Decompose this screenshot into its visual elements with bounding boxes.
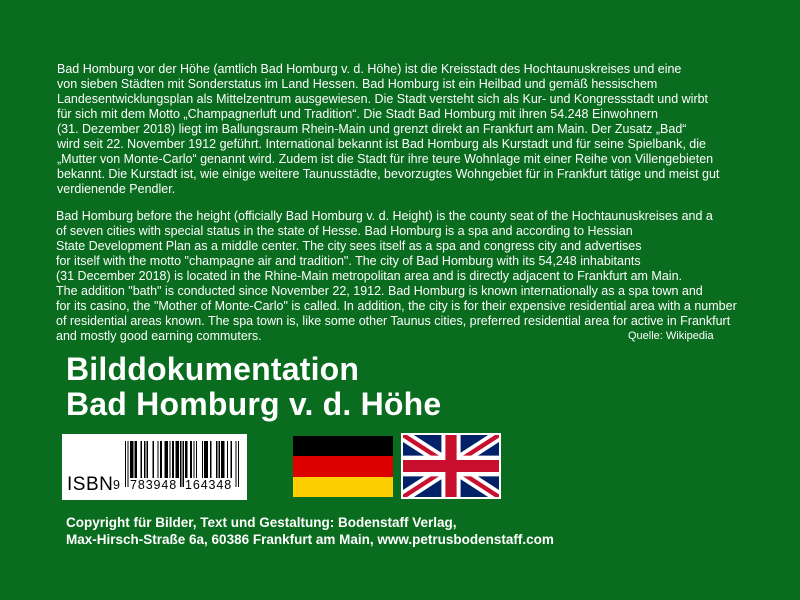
title-line-2: Bad Homburg v. d. Höhe (66, 386, 442, 422)
isbn-label: ISBN (67, 474, 114, 495)
text-line: of seven cities with special status in the state of Hesse. Bad Homburg is a spa and according to Hessian (56, 224, 633, 238)
text-line: für sich mit dem Motto „Champagnerluft und Tradition“. Die Stadt Bad Homburg mit ihren 54.248 Einwohnern (57, 107, 658, 121)
text-line: bekannt. Die Kurstadt ist, wie einige weitere Taunusstädte, bevorzugtes Wohngebiet für in Frankfurt tätige und meist gut (57, 167, 720, 181)
isbn-barcode-box (62, 434, 247, 500)
text-line: for its casino, the "Mother of Monte-Carlo" is called. In addition, the city is for their expensive residential area with a number (56, 299, 737, 313)
text-line: (31. Dezember 2018) liegt im Ballungsraum Rhein-Main und grenzt direkt an Frankfurt am Main. Der Zusatz „Bad“ (57, 122, 687, 136)
text-line: Landesentwicklungsplan als Mittelzentrum ausgewiesen. Die Stadt versteht sich als Kur- und Kongressstadt und wirbt (57, 92, 709, 106)
title-line-1: Bilddokumentation (66, 351, 360, 387)
description-english (56, 209, 737, 344)
union-jack-graphic (403, 435, 499, 497)
text-line: wird seit 22. November 1912 geführt. International bekannt ist Bad Homburg als Kurstadt und für seine Spielbank, die (57, 137, 706, 151)
isbn-digit-group2: 164348 (185, 478, 233, 492)
text-line: verdienende Pendler. (57, 182, 176, 196)
isbn-digits (62, 478, 247, 494)
germany-flag (293, 436, 393, 497)
text-line: Copyright für Bilder, Text und Gestaltung: Bodenstaff Verlag, (66, 515, 457, 530)
united-kingdom-flag (401, 433, 501, 499)
text-line: The addition "bath" is conducted since November 22, 1912. Bad Homburg is known internationally as a spa town and (56, 284, 703, 298)
text-line: „Mutter von Monte-Carlo“ genannt wird. Zudem ist die Stadt für ihre teure Wohnlage mit einer Reihe von Villengebieten (57, 152, 714, 166)
germany-flag-gold-stripe (293, 477, 393, 497)
germany-flag-black-stripe (293, 436, 393, 456)
text-line: Bad Homburg vor der Höhe (amtlich Bad Homburg v. d. Höhe) ist die Kreisstadt des Hochtaunuskreises und eine (57, 62, 682, 76)
text-line: for itself with the motto "champagne air and tradition". The city of Bad Homburg with its 54,248 inhabitants (56, 254, 641, 268)
copyright-text (66, 514, 554, 548)
text-line: and mostly good earning commuters. (56, 329, 262, 343)
germany-flag-red-stripe (293, 456, 393, 476)
text-line: (31 December 2018) is located in the Rhine-Main metropolitan area and is directly adjacent to Frankfurt am Main. (56, 269, 683, 283)
text-line: of residential areas known. The spa town is, like some other Taunus cities, preferred residential area for active in Frankfurt (56, 314, 731, 328)
text-line: von sieben Städten mit Sonderstatus im Land Hessen. Bad Homburg ist ein Heilbad und gemäß hessischem (57, 77, 658, 91)
description-german (57, 62, 719, 197)
isbn-digit-group1: 783948 (130, 478, 178, 492)
page-title (66, 352, 441, 422)
source-credit: Quelle: Wikipedia (628, 330, 714, 342)
text-line: State Development Plan as a middle center. The city sees itself as a spa and congress city and advertises (56, 239, 642, 253)
text-line: Max-Hirsch-Straße 6a, 60386 Frankfurt am Main, www.petrusbodenstaff.com (66, 532, 554, 547)
text-line: Bad Homburg before the height (officially Bad Homburg v. d. Height) is the county seat of the Hochtaunuskreises and a (56, 209, 713, 223)
isbn-digit-lead: 9 (113, 478, 120, 492)
